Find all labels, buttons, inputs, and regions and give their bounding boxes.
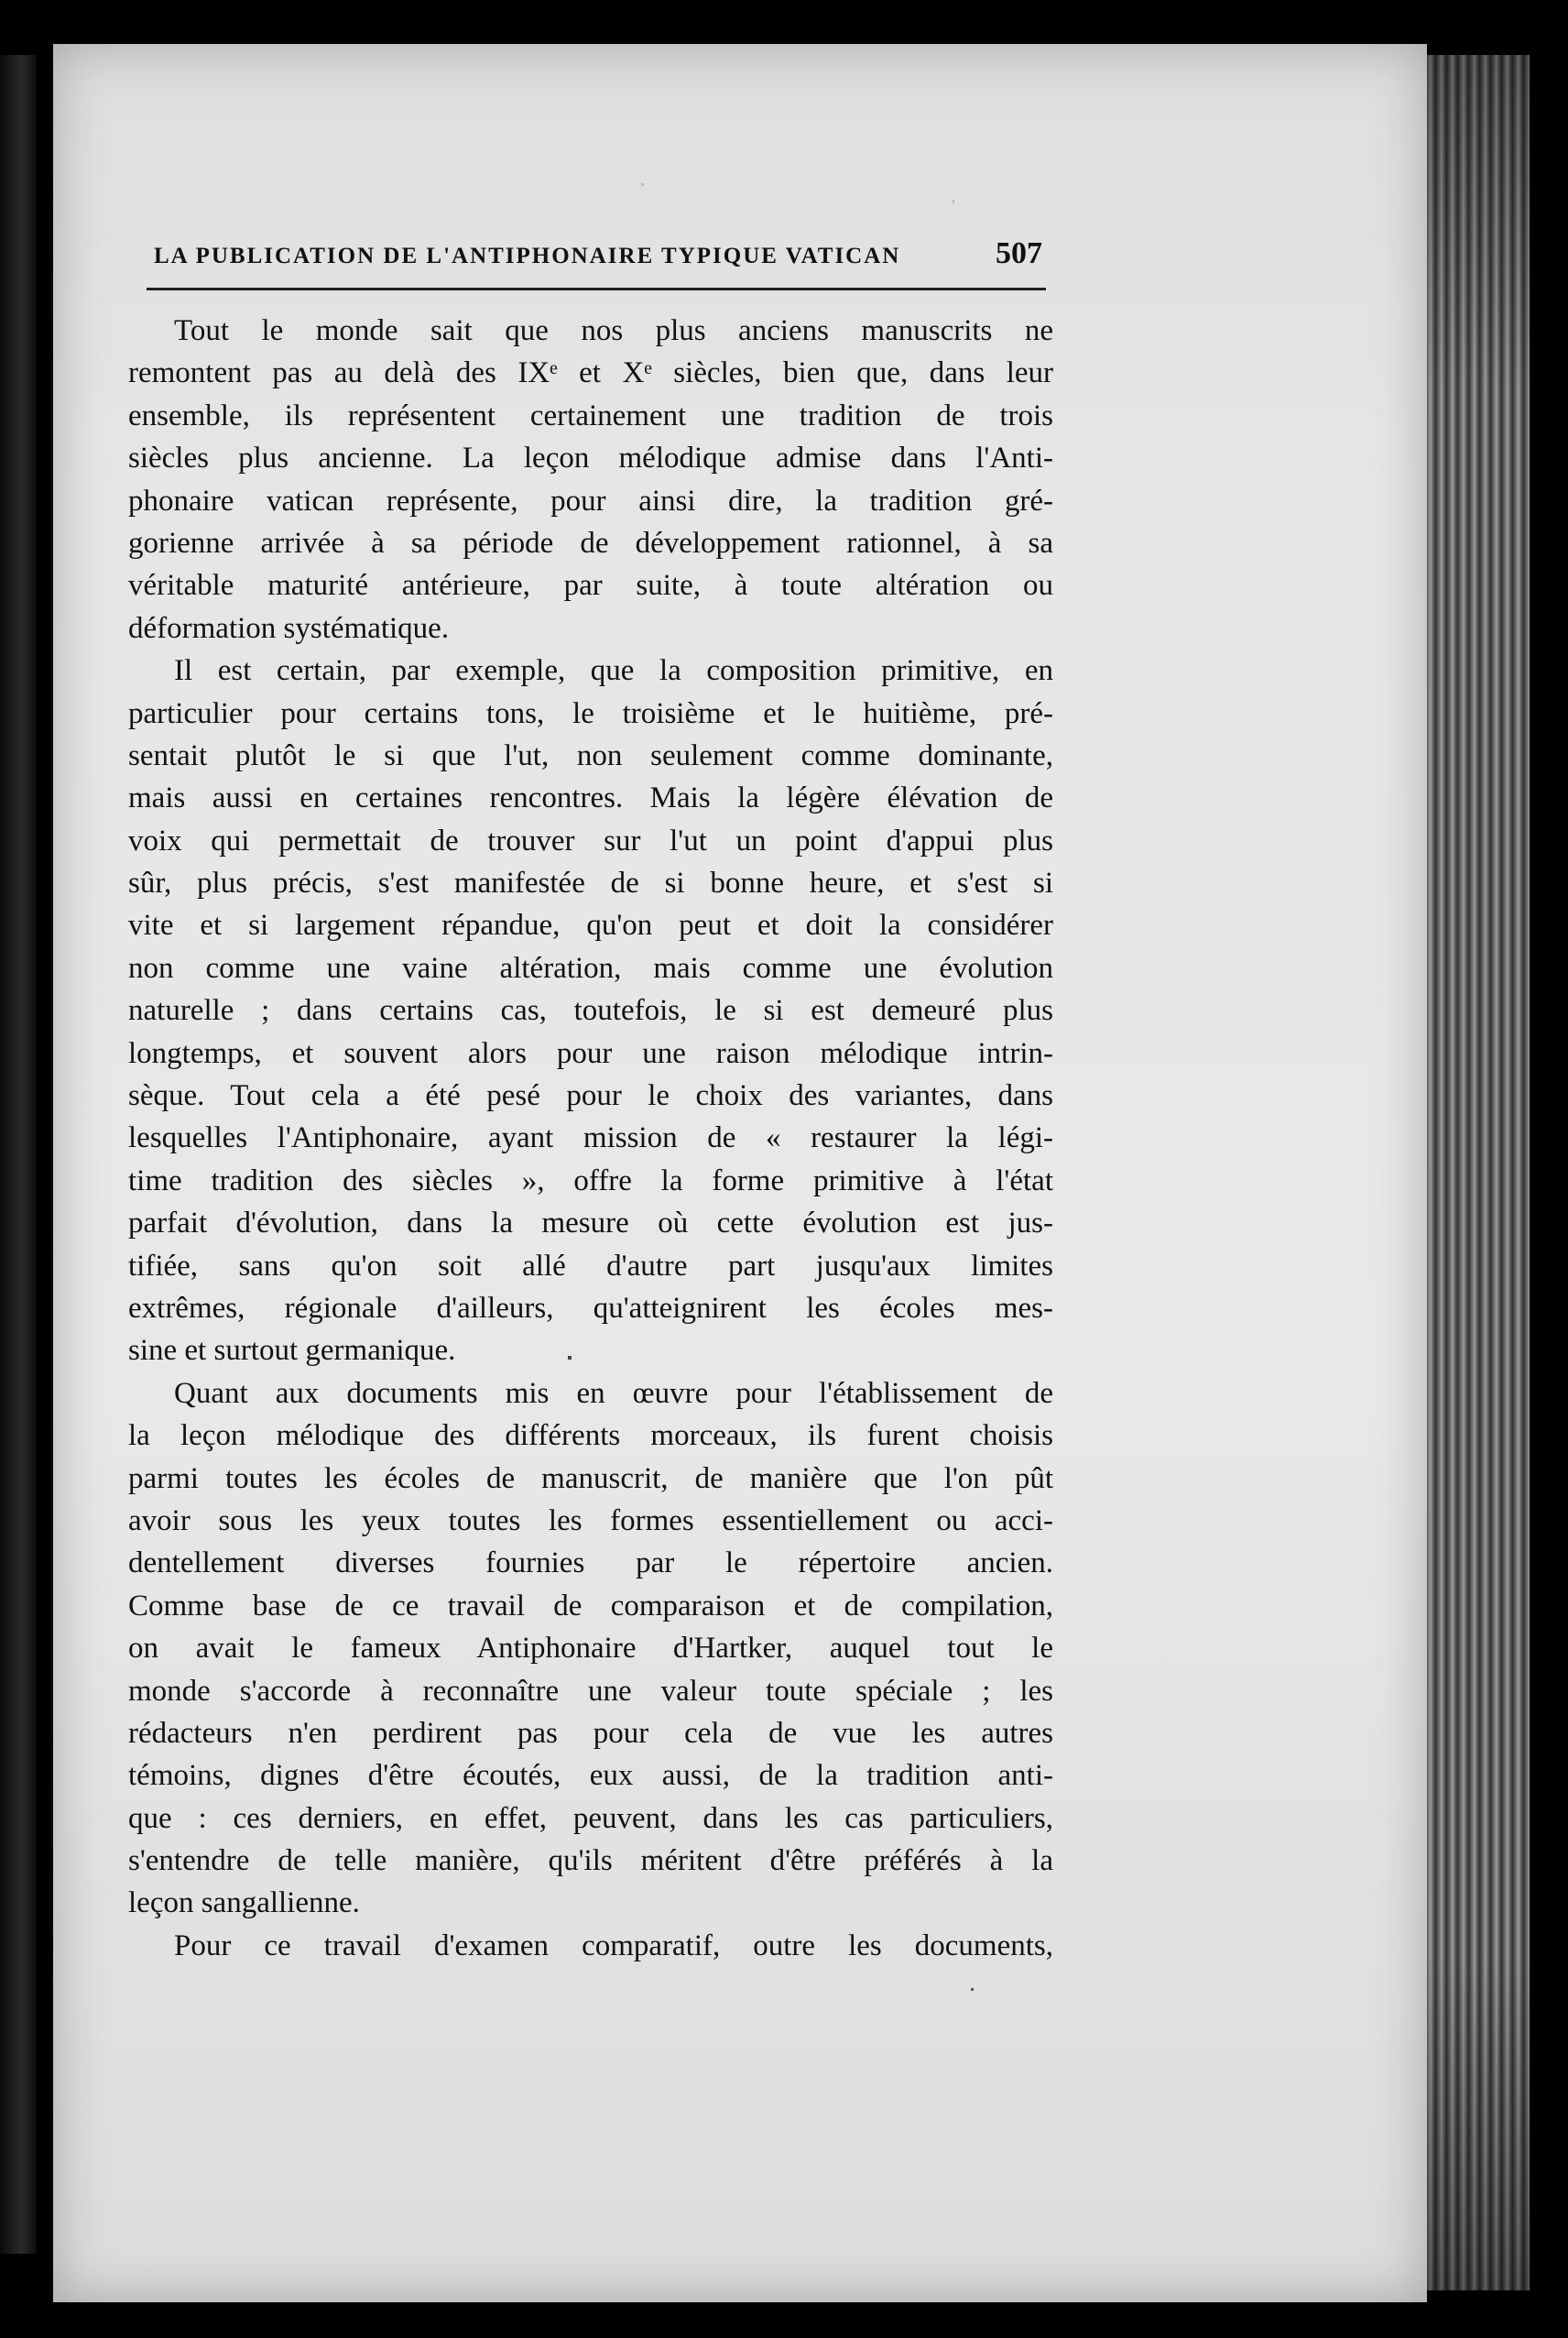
text-line: Tout le monde sait que nos plus anciens manuscrits ne bbox=[174, 314, 1053, 347]
page-number: 507 bbox=[996, 236, 1042, 270]
text-line: sentait plutôt le si que l'ut, non seulement comme dominante, bbox=[128, 738, 1053, 772]
text-line: Comme base de ce travail de comparaison et de compilation, bbox=[128, 1589, 1053, 1622]
text-line: on avait le fameux Antiphonaire d'Hartker, auquel tout le bbox=[128, 1632, 1053, 1666]
body-text bbox=[128, 310, 1053, 1967]
text-line: gorienne arrivée à sa période de développement rationnel, à sa bbox=[128, 526, 1053, 560]
header-rule bbox=[147, 288, 1046, 290]
text-line: la leçon mélodique des différents morceaux, ils furent choisis bbox=[128, 1419, 1053, 1453]
text-line: siècles plus ancienne. La leçon mélodique admise dans l'Anti- bbox=[128, 442, 1053, 475]
text-line: véritable maturité antérieure, par suite, à toute altération ou bbox=[128, 569, 1053, 603]
text-line: Il est certain, par exemple, que la composition primitive, en bbox=[174, 654, 1053, 688]
text-line: lesquelles l'Antiphonaire, ayant mission de « restaurer la légi- bbox=[128, 1121, 1053, 1155]
text-line: que : ces derniers, en effet, peuvent, dans les cas particuliers, bbox=[128, 1801, 1053, 1835]
text-line: extrêmes, régionale d'ailleurs, qu'atteignirent les écoles mes- bbox=[128, 1291, 1053, 1325]
running-head-title: LA PUBLICATION DE L'ANTIPHONAIRE TYPIQUE VATICAN bbox=[154, 244, 901, 268]
scan-speck bbox=[971, 1988, 974, 1991]
text-line: témoins, dignes d'être écoutés, eux aussi, de la tradition anti- bbox=[128, 1759, 1053, 1793]
text-line: parmi toutes les écoles de manuscrit, de manière que l'on pût bbox=[128, 1461, 1053, 1495]
text-line: rédacteurs n'en perdirent pas pour cela de vue les autres bbox=[128, 1716, 1053, 1750]
text-line: phonaire vatican représente, pour ainsi dire, la tradition gré- bbox=[128, 484, 1053, 518]
text-line: particulier pour certains tons, le troisième et le huitième, pré- bbox=[128, 696, 1053, 730]
text-line: dentellement diverses fournies par le répertoire ancien. bbox=[128, 1546, 1053, 1580]
text-line: naturelle ; dans certains cas, toutefois, le si est demeuré plus bbox=[128, 994, 1053, 1028]
text-line: leçon sangallienne. bbox=[128, 1886, 360, 1920]
text-line: voix qui permettait de trouver sur l'ut un point d'appui plus bbox=[128, 824, 1053, 858]
scan-speck bbox=[641, 183, 644, 186]
text-line: vite et si largement répandue, qu'on peut et doit la considérer bbox=[128, 909, 1053, 943]
text-line: mais aussi en certaines rencontres. Mais la légère élévation de bbox=[128, 781, 1053, 815]
text-line: longtemps, et souvent alors pour une raison mélodique intrin- bbox=[128, 1036, 1053, 1070]
text-line: déformation systématique. bbox=[128, 611, 450, 645]
text-line: parfait d'évolution, dans la mesure où cette évolution est jus- bbox=[128, 1207, 1053, 1240]
scan-speck bbox=[953, 200, 954, 203]
text-line: time tradition des siècles », offre la forme primitive à l'état bbox=[128, 1164, 1053, 1197]
text-line: sûr, plus précis, s'est manifestée de si bonne heure, et s'est si bbox=[128, 867, 1053, 901]
text-line: Pour ce travail d'examen comparatif, outre les documents, bbox=[174, 1928, 1053, 1962]
scan-speck bbox=[568, 1356, 572, 1360]
text-line: Quant aux documents mis en œuvre pour l'établissement de bbox=[174, 1376, 1053, 1410]
text-line: monde s'accorde à reconnaître une valeur toute spéciale ; les bbox=[128, 1674, 1053, 1708]
text-line: tifiée, sans qu'on soit allé d'autre part jusqu'aux limites bbox=[128, 1249, 1053, 1283]
text-line: remontent pas au delà des IXᵉ et Xᵉ siècles, bien que, dans leur bbox=[128, 356, 1053, 390]
text-line: ensemble, ils représentent certainement une tradition de trois bbox=[128, 399, 1053, 432]
text-line: s'entendre de telle manière, qu'ils méritent d'être préférés à la bbox=[128, 1844, 1053, 1878]
running-head bbox=[154, 236, 1042, 271]
text-line: sine et surtout germanique. bbox=[128, 1334, 456, 1368]
text-line: non comme une vaine altération, mais comme une évolution bbox=[128, 951, 1053, 985]
text-line: sèque. Tout cela a été pesé pour le choix des variantes, dans bbox=[128, 1079, 1053, 1113]
adjacent-page-edge bbox=[0, 55, 37, 2254]
text-line: avoir sous les yeux toutes les formes essentiellement ou acci- bbox=[128, 1503, 1053, 1537]
